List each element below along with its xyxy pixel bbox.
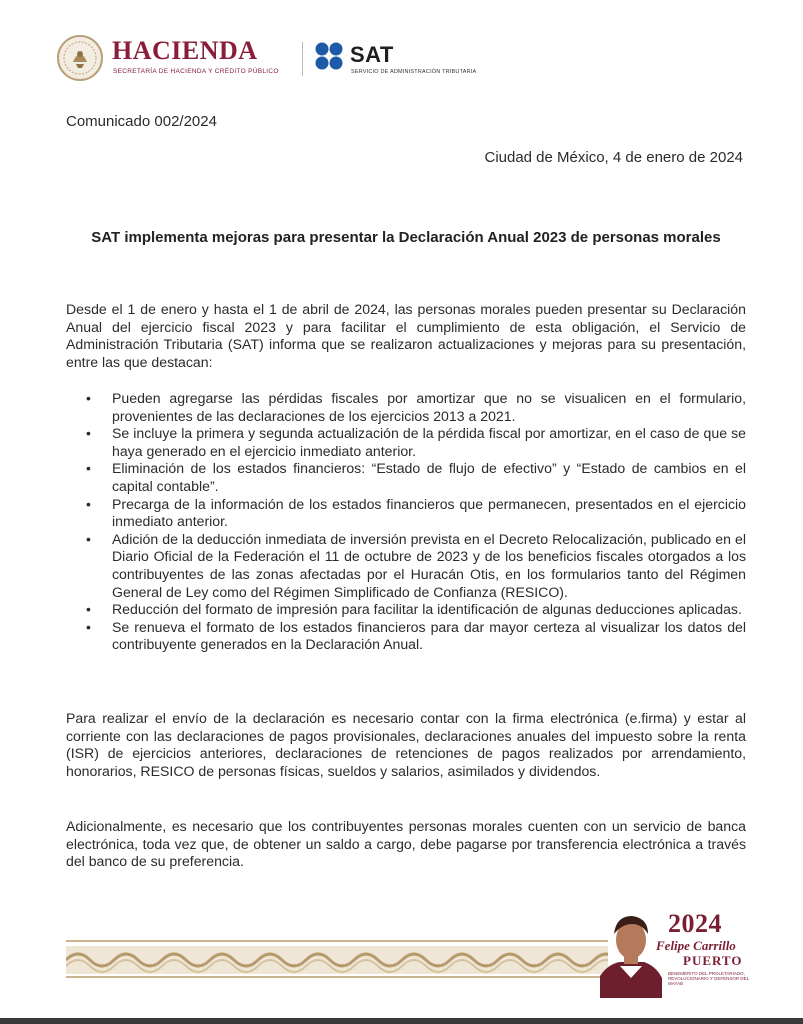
requirements-paragraph: Para realizar el envío de la declaración es necesario contar con la firma electrónica (e.firma) y estar al corriente con las declaraciones de pagos provisionales, declaraciones anuales del impuesto sobre la renta (ISR) de ejercicios anteriores, declaraciones de retenciones de pagos realizados por arrendamiento, honorarios, RESICO de personas físicas, sueldos y salarios, asimilados y dividendos.: [66, 710, 746, 779]
decorative-footer-band: [66, 936, 608, 980]
bottom-edge-bar: [0, 1018, 803, 1024]
list-item: • Se renueva el formato de los estados financieros para dar mayor certeza al visualizar los datos del contribuyente generados en la Declaración Anual.: [66, 619, 746, 654]
letterhead: [56, 34, 476, 84]
communique-number: Comunicado 002/2024: [66, 113, 217, 130]
list-item: • Reducción del formato de impresión para facilitar la identificación de algunas deducciones aplicadas.: [66, 601, 746, 619]
list-item: • Precarga de la información de los estados financieros que permanecen, presentados en el ejercicio inmediato anterior.: [66, 496, 746, 531]
sat-logo-icon: [314, 41, 346, 73]
emblem-surname: PUERTO: [683, 953, 743, 968]
additional-paragraph: Adicionalmente, es necesario que los contribuyentes personas morales cuenten con un servicio de banca electrónica, toda vez que, de obtener un saldo a cargo, debe pagarse por transferencia electrónica a través del banco de su preferencia.: [66, 818, 746, 870]
hacienda-subtitle: SECRETARÍA DE HACIENDA Y CRÉDITO PÚBLICO: [113, 68, 279, 75]
sat-subtitle: SERVICIO DE ADMINISTRACIÓN TRIBUTARIA: [351, 69, 477, 75]
list-item: • Adición de la deducción inmediata de inversión prevista en el Decreto Relocalización, publicado en el Diario Oficial de la Federación el 11 de octubre de 2023 y de los beneficios fiscales otorgados a los contribuyentes de las zonas afectadas por el Huracán Otis, en los formularios tanto del Régimen General de Ley como del Régimen Simplificado de Confianza (RESICO).: [66, 531, 746, 601]
list-item: • Se incluye la primera y segunda actualización de la pérdida fiscal por amortizar, en el caso de que se haya generado en el ejercicio inmediato anterior.: [66, 425, 746, 460]
year-logo-text: 2024: [668, 909, 722, 938]
sat-logo-text: SAT: [350, 42, 394, 67]
list-item: • Eliminación de los estados financieros: “Estado de flujo de efectivo” y “Estado de cambios en el capital contable”.: [66, 460, 746, 495]
emblem-subtitle: BENEMÉRITO DEL PROLETARIADO, REVOLUCIONARIO Y DEFENSOR DEL MAYAB: [668, 971, 749, 986]
header-divider: [302, 42, 303, 76]
emblem-name: Felipe Carrillo: [656, 938, 736, 953]
mexico-seal-icon: [56, 34, 104, 82]
hacienda-logo-text: HACIENDA: [112, 36, 258, 65]
list-item: • Pueden agregarse las pérdidas fiscales por amortizar que no se visualicen en el formulario, provenientes de las declaraciones de los ejercicios 2013 a 2021.: [66, 390, 746, 425]
intro-paragraph: Desde el 1 de enero y hasta el 1 de abril de 2024, las personas morales pueden presentar su Declaración Anual del ejercicio fiscal 2023 y para facilitar el cumplimiento de esta obligación, el Servicio de Administración Tributaria (SAT) informa que se realizaron actualizaciones y mejoras para su presentación, entre las que destacan:: [66, 301, 746, 370]
improvements-list: [66, 390, 746, 654]
document-date: Ciudad de México, 4 de enero de 2024: [484, 149, 743, 166]
document-title: SAT implementa mejoras para presentar la Declaración Anual 2023 de personas morales: [91, 229, 721, 246]
